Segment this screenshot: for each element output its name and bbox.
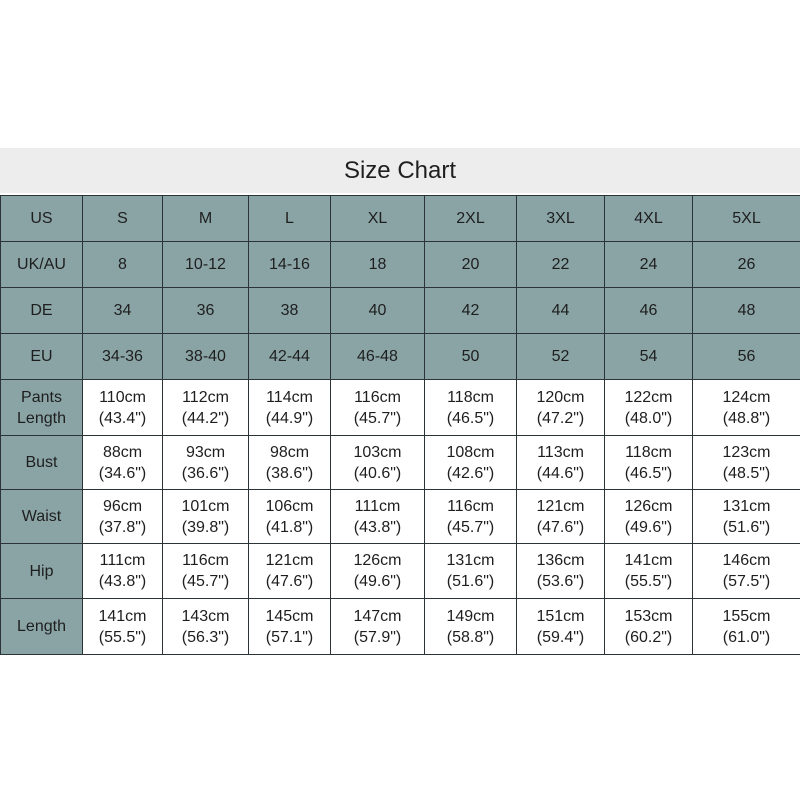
table-cell (163, 288, 249, 334)
table-cell-text: (60.2") (624, 628, 673, 646)
table-cell-text: 46-48 (357, 348, 398, 365)
table-cell-text: 126cm (353, 552, 402, 569)
table-cell-text: (47.6") (536, 518, 585, 536)
table-cell (517, 380, 605, 436)
table-cell-text: (41.8") (265, 518, 314, 536)
table-cell-text: (61.0") (722, 628, 771, 646)
table-cell-text: 24 (639, 256, 658, 273)
table-cell (331, 380, 425, 436)
table-cell-text: 116cm (182, 552, 229, 569)
table-cell (605, 490, 693, 544)
row-label-text: Length (17, 618, 66, 635)
table-cell (605, 242, 693, 288)
table-cell-text: 112cm (182, 388, 229, 406)
table-cell-text: 42-44 (269, 348, 310, 365)
row-label-text: UK/AU (17, 256, 66, 273)
table-row (1, 288, 800, 334)
table-cell-text: 116cm (447, 497, 494, 515)
table-cell-text: 38-40 (185, 348, 226, 365)
table-cell-text: 131cm (722, 497, 771, 515)
table-cell (249, 242, 331, 288)
row-label (1, 599, 83, 655)
row-label (1, 242, 83, 288)
table-cell-text: 88cm (102, 443, 143, 461)
table-cell-text: 52 (551, 348, 570, 365)
table-cell-text: (48.8") (722, 409, 771, 427)
table-cell-text: (59.4") (536, 628, 585, 646)
table-cell-text: 123cm (722, 443, 771, 461)
table-cell (331, 242, 425, 288)
table-cell-text: (58.8") (446, 628, 495, 646)
table-cell-text: (43.4") (98, 409, 147, 427)
table-cell-text: (43.8") (353, 518, 402, 536)
table-cell-text: 98cm (269, 443, 310, 461)
table-cell-text: 10-12 (185, 256, 226, 273)
table-cell-text: 143cm (181, 607, 230, 625)
table-cell-text: (45.7") (353, 409, 402, 427)
table-cell-text: 38 (280, 302, 299, 319)
table-cell (163, 242, 249, 288)
table-cell-text: 103cm (353, 443, 402, 461)
table-cell-text: L (285, 210, 294, 227)
table-cell-text: 54 (639, 348, 658, 365)
table-cell-text: 5XL (732, 210, 761, 227)
table-cell-text: 20 (461, 256, 480, 273)
table-cell (83, 196, 163, 242)
table-cell-text: 120cm (536, 388, 585, 406)
row-label-text: Bust (25, 454, 58, 471)
table-cell-text: 108cm (446, 443, 495, 461)
table-cell (83, 490, 163, 544)
table-cell-text: (51.6") (446, 573, 495, 590)
table-cell (249, 380, 331, 436)
table-cell-text: M (198, 210, 213, 227)
table-cell-text: 121cm (265, 552, 314, 569)
table-row (1, 196, 800, 242)
table-cell-text: 141cm (98, 607, 147, 625)
table-cell-text: (45.7") (181, 573, 230, 590)
table-cell-text: (39.8") (181, 518, 230, 536)
table-cell-text: (47.6") (265, 573, 314, 590)
table-cell-text: 42 (461, 302, 480, 319)
table-cell-text: (42.6") (446, 464, 495, 482)
table-cell-text: 34 (113, 302, 132, 319)
table-cell (517, 490, 605, 544)
table-cell-text: 8 (118, 256, 127, 273)
table-cell (83, 288, 163, 334)
table-cell-text: 50 (461, 348, 480, 365)
table-cell (331, 334, 425, 380)
table-cell (331, 288, 425, 334)
table-cell-text: 113cm (537, 443, 584, 461)
table-cell-text: 44 (551, 302, 570, 319)
table-cell (605, 544, 693, 599)
table-cell-text: 118cm (447, 388, 494, 406)
table-cell-text: (43.8") (98, 573, 147, 590)
table-cell (163, 334, 249, 380)
table-cell-text: (56.3") (181, 628, 230, 646)
table-cell-text: (57.1") (265, 628, 314, 646)
table-cell-text: 36 (196, 302, 215, 319)
row-label (1, 196, 83, 242)
table-cell-text: 110cm (99, 388, 146, 406)
table-cell (693, 196, 800, 242)
table-cell-text: 146cm (722, 552, 771, 569)
table-cell-text: 155cm (722, 607, 771, 625)
table-cell (425, 196, 517, 242)
table-cell-text: (51.6") (722, 518, 771, 536)
table-cell (249, 599, 331, 655)
table-cell (331, 436, 425, 490)
table-cell (693, 242, 800, 288)
table-cell (331, 196, 425, 242)
table-cell (83, 334, 163, 380)
row-label-text: Pants (21, 388, 62, 406)
table-cell-text: 46 (639, 302, 658, 319)
table-cell (605, 334, 693, 380)
table-cell-text: 101cm (181, 497, 230, 515)
table-cell-text: 116cm (354, 388, 401, 406)
row-label (1, 544, 83, 599)
table-cell (249, 436, 331, 490)
table-cell-text: (36.6") (181, 464, 230, 482)
table-cell (605, 436, 693, 490)
table-cell-text: (57.9") (353, 628, 402, 646)
table-cell-text: 141cm (624, 552, 673, 569)
table-cell (163, 544, 249, 599)
table-cell (693, 288, 800, 334)
table-cell-text: (48.5") (722, 464, 771, 482)
table-cell (517, 196, 605, 242)
table-cell (163, 599, 249, 655)
table-cell (693, 544, 800, 599)
table-cell (425, 544, 517, 599)
row-label (1, 380, 83, 436)
table-row (1, 334, 800, 380)
table-cell (163, 196, 249, 242)
row-label (1, 436, 83, 490)
table-cell (517, 288, 605, 334)
table-cell (425, 242, 517, 288)
table-cell-text: 118cm (625, 443, 672, 461)
row-label-text: Hip (29, 562, 54, 580)
table-cell-text: 111cm (354, 497, 401, 515)
table-cell (693, 490, 800, 544)
table-cell (83, 599, 163, 655)
table-cell-text: (47.2") (536, 409, 585, 427)
table-cell (517, 544, 605, 599)
table-cell (83, 242, 163, 288)
table-cell-text: 145cm (265, 607, 314, 625)
table-cell-text: (37.8") (98, 518, 147, 536)
size-chart-table (0, 195, 800, 655)
table-cell-text: XL (367, 210, 388, 227)
table-cell-text: (40.6") (353, 464, 402, 482)
table-cell-text: 93cm (185, 443, 226, 461)
table-cell (163, 380, 249, 436)
table-cell (425, 334, 517, 380)
table-cell (605, 196, 693, 242)
table-cell-text: (53.6") (536, 573, 585, 590)
table-cell (605, 599, 693, 655)
table-cell (331, 490, 425, 544)
table-cell (605, 288, 693, 334)
table-cell (425, 490, 517, 544)
table-cell-text: (48.0") (624, 409, 673, 427)
table-cell-text: (34.6") (98, 464, 147, 482)
table-cell-text: 40 (368, 302, 387, 319)
table-cell (249, 490, 331, 544)
table-cell (83, 380, 163, 436)
table-cell-text: 149cm (446, 607, 495, 625)
table-cell (249, 544, 331, 599)
table-cell (425, 288, 517, 334)
table-cell-text: 22 (551, 256, 570, 273)
table-cell-text: (38.6") (265, 464, 314, 482)
table-cell-text: 122cm (624, 388, 673, 406)
table-cell (425, 599, 517, 655)
table-cell (517, 334, 605, 380)
table-cell-text: 126cm (624, 497, 673, 515)
table-cell-text: 124cm (722, 388, 771, 406)
table-cell (249, 288, 331, 334)
table-cell-text: 18 (368, 256, 387, 273)
table-cell (331, 544, 425, 599)
table-cell-text: 131cm (446, 552, 495, 569)
table-cell (517, 599, 605, 655)
table-cell (249, 196, 331, 242)
table-cell (693, 599, 800, 655)
table-row (1, 599, 800, 655)
table-cell (249, 334, 331, 380)
table-cell-text: 111cm (99, 552, 146, 569)
table-cell-text: (45.7") (446, 518, 495, 536)
row-label (1, 334, 83, 380)
table-cell (163, 490, 249, 544)
table-cell-text: 56 (737, 348, 756, 365)
table-cell-text: (55.5") (98, 628, 147, 646)
row-label-text: DE (30, 302, 53, 319)
table-cell-text: 147cm (353, 607, 402, 625)
row-label-text: US (30, 210, 53, 227)
table-row (1, 544, 800, 599)
table-cell (163, 436, 249, 490)
size-chart-title: Size Chart (0, 148, 800, 193)
row-label-text: Length (17, 409, 66, 427)
table-row (1, 436, 800, 490)
table-cell-text: 3XL (546, 210, 575, 227)
table-cell-text: 96cm (102, 497, 143, 515)
row-label-text: Waist (21, 508, 62, 525)
row-label-text: EU (30, 348, 53, 365)
table-cell (605, 380, 693, 436)
table-cell-text: (57.5") (722, 573, 771, 590)
table-cell-text: (46.5") (446, 409, 495, 427)
table-cell-text: (46.5") (624, 464, 673, 482)
table-cell (425, 380, 517, 436)
table-cell-text: 151cm (536, 607, 585, 625)
table-cell (331, 599, 425, 655)
table-cell-text: 4XL (634, 210, 663, 227)
table-cell-text: 48 (737, 302, 756, 319)
table-cell-text: 121cm (536, 497, 585, 515)
table-cell-text: (55.5") (624, 573, 673, 590)
table-cell-text: 14-16 (269, 256, 310, 273)
table-cell (83, 544, 163, 599)
table-cell (517, 436, 605, 490)
table-cell (517, 242, 605, 288)
table-row (1, 490, 800, 544)
table-cell (693, 380, 800, 436)
table-cell (425, 436, 517, 490)
table-cell-text: 34-36 (102, 348, 143, 365)
table-cell-text: 2XL (456, 210, 485, 227)
table-row (1, 242, 800, 288)
table-cell-text: S (117, 210, 128, 227)
table-cell (693, 436, 800, 490)
table-cell-text: (44.9") (265, 409, 314, 427)
table-cell-text: 106cm (265, 497, 314, 515)
table-cell-text: (44.2") (181, 409, 230, 427)
table-cell-text: 136cm (536, 552, 585, 569)
table-row (1, 380, 800, 436)
table-cell-text: 153cm (624, 607, 673, 625)
table-cell (83, 436, 163, 490)
table-cell-text: (44.6") (536, 464, 585, 482)
table-cell-text: (49.6") (353, 573, 402, 590)
table-cell-text: 26 (737, 256, 756, 273)
table-cell-text: (49.6") (624, 518, 673, 536)
row-label (1, 288, 83, 334)
table-cell (693, 334, 800, 380)
table-cell-text: 114cm (266, 388, 313, 406)
row-label (1, 490, 83, 544)
